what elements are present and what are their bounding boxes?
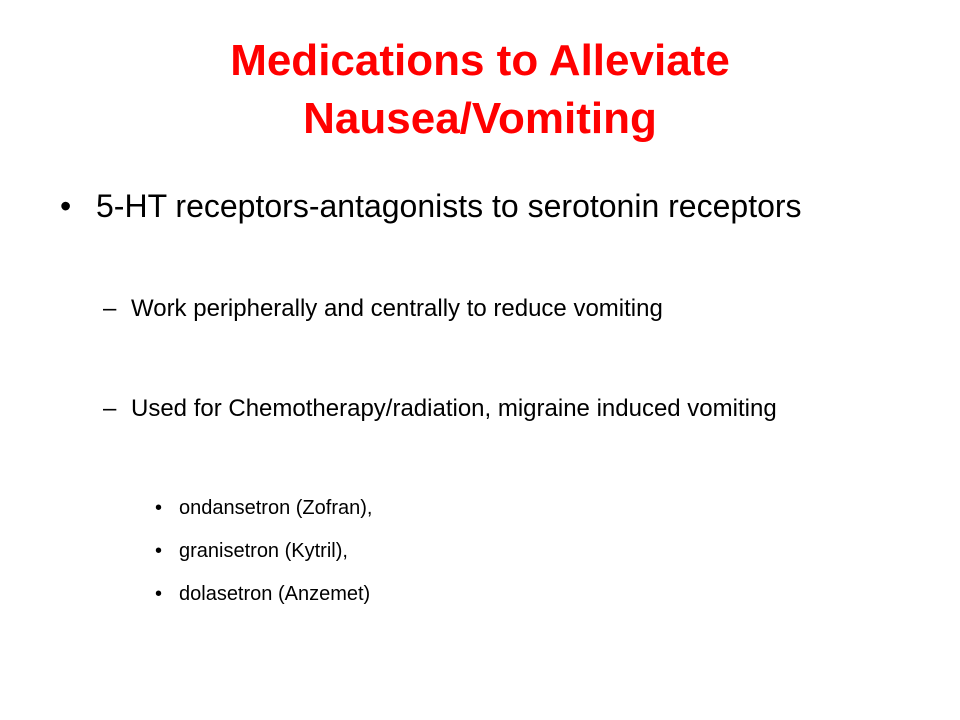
bullet-level3-item xyxy=(155,538,855,564)
bullet-marker: • xyxy=(155,497,163,519)
bullet-text: 5-HT receptors-antagonists to serotonin receptors xyxy=(96,188,802,224)
dash-marker: – xyxy=(103,395,117,422)
dash-marker: – xyxy=(103,295,117,322)
bullet-level2-item xyxy=(103,290,883,327)
drug-name: ondansetron (Zofran), xyxy=(179,497,373,519)
bullet-level3-item xyxy=(155,495,855,521)
bullet-level3-item xyxy=(155,581,855,607)
bullet-level1-item xyxy=(60,183,860,230)
bullet-marker: • xyxy=(155,583,163,605)
bullet-marker: • xyxy=(155,540,163,562)
drug-name: granisetron (Kytril), xyxy=(179,540,348,562)
bullet-marker: • xyxy=(60,188,72,224)
slide-title xyxy=(80,32,880,148)
slide-title-line-2: Nausea/Vomiting xyxy=(303,94,657,143)
slide-title-line-1: Medications to Alleviate xyxy=(230,36,730,85)
bullet-text: Used for Chemotherapy/radiation, migraine induced vomiting xyxy=(131,395,777,422)
drug-name: dolasetron (Anzemet) xyxy=(179,583,371,605)
bullet-text: Work peripherally and centrally to reduce vomiting xyxy=(131,295,663,322)
bullet-level2-item xyxy=(103,390,883,427)
